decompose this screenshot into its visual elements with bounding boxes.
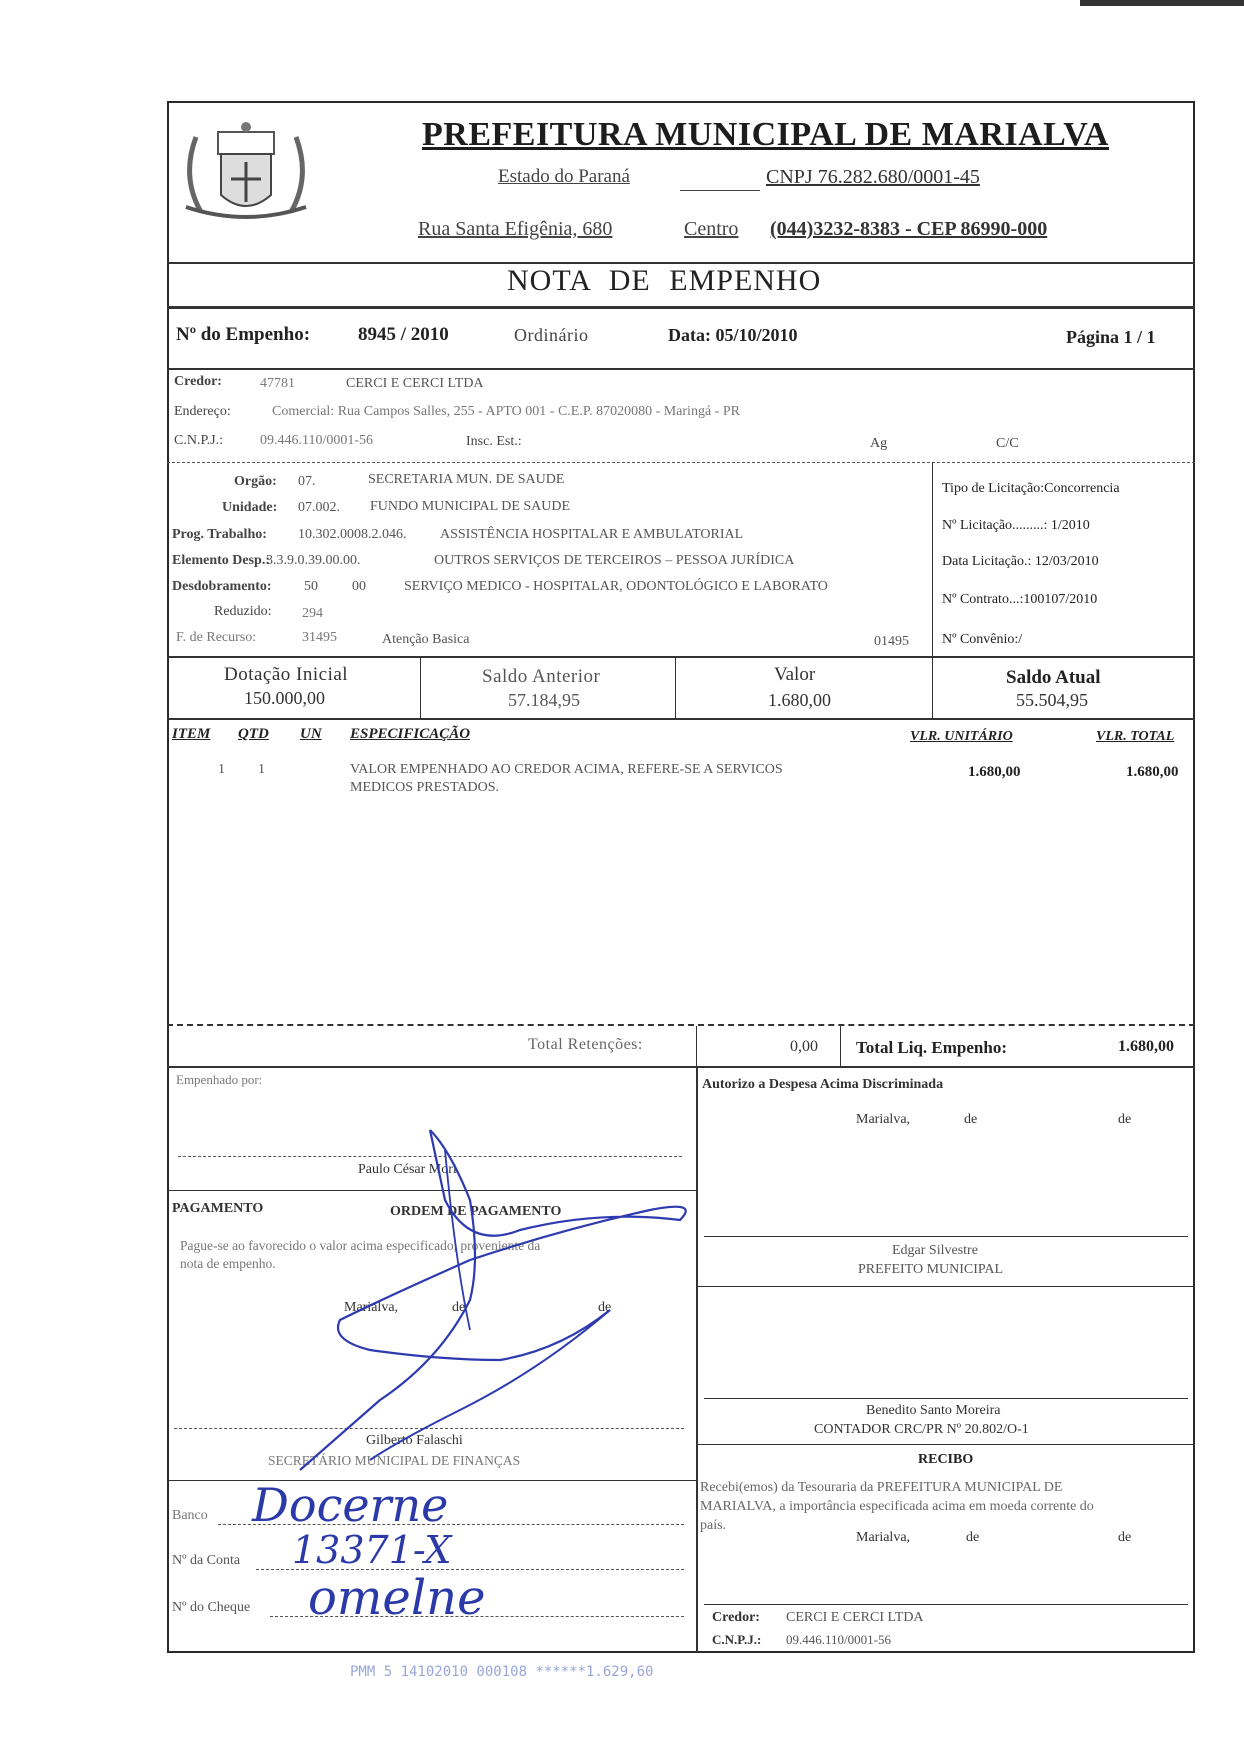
reduzido-label: Reduzido:	[214, 604, 272, 619]
col-qtd-header: QTD	[238, 726, 269, 742]
credor-cnpj-label: C.N.P.J.:	[174, 433, 224, 448]
contador-sign-line	[704, 1398, 1188, 1399]
totals-top-divider	[167, 1024, 1195, 1026]
row-total-value: 1.680,00	[1126, 764, 1179, 780]
recibo-sign-line	[704, 1604, 1188, 1605]
row-unit-value: 1.680,00	[968, 764, 1021, 780]
recurso-num: 01495	[874, 634, 909, 649]
pague-line1: Pague-se ao favorecido o valor acima especificado, proveniente da	[180, 1238, 541, 1253]
recibo-de2: de	[1118, 1530, 1132, 1545]
col-total-header: VLR. TOTAL	[1096, 729, 1175, 744]
right-de2: de	[1118, 1112, 1132, 1127]
state-name: Estado do Paraná	[498, 166, 630, 187]
municipality-title: PREFEITURA MUNICIPAL DE MARIALVA	[422, 116, 1109, 153]
conta-label: Nº da Conta	[172, 1553, 241, 1568]
benedito-name: Benedito Santo Moreira	[866, 1403, 1001, 1418]
credor-name: CERCI E CERCI LTDA	[346, 376, 484, 391]
cheque-handwriting: omelne	[308, 1570, 486, 1626]
totals-mid-divider	[696, 1026, 697, 1068]
banco-label: Banco	[172, 1508, 208, 1523]
elemento-label: Elemento Desp.:	[172, 553, 270, 568]
totals-mid-divider-2	[840, 1026, 841, 1068]
licitacao-data: Data Licitação.: 12/03/2010	[942, 554, 1099, 569]
saldo-atual-label: Saldo Atual	[1006, 667, 1101, 688]
saldo-anterior-label: Saldo Anterior	[482, 666, 601, 687]
totals-bottom-divider	[167, 1066, 1195, 1068]
edgar-name: Edgar Silvestre	[892, 1243, 978, 1258]
contador-title: CONTADOR CRC/PR Nº 20.802/O-1	[814, 1422, 1029, 1437]
total-retencoes-value: 0,00	[790, 1038, 818, 1055]
col-unit-header: VLR. UNITÁRIO	[910, 729, 1013, 744]
district-name: Centro	[684, 218, 739, 240]
recibo-cnpj: 09.446.110/0001-56	[786, 1632, 891, 1647]
recurso-code: 31495	[302, 630, 337, 645]
right-de1: de	[964, 1112, 978, 1127]
street-address: Rua Santa Efigênia, 680	[418, 218, 613, 240]
saldos-bottom-divider	[167, 718, 1195, 720]
saldos-divider-3	[932, 656, 933, 718]
recibo-line2: MARIALVA, a importância especificada acima em moeda corrente do	[700, 1499, 1094, 1514]
row-item: 1	[218, 762, 225, 777]
total-liq-value: 1.680,00	[1118, 1038, 1174, 1055]
left-de2: de	[598, 1300, 612, 1315]
coat-of-arms-icon	[176, 117, 316, 232]
col-espec-header: ESPECIFICAÇÃO	[350, 726, 471, 742]
unidade-code: 07.002.	[298, 500, 340, 515]
valor-value: 1.680,00	[768, 690, 831, 710]
desdobramento-label: Desdobramento:	[172, 579, 272, 594]
conta-handwriting: 13371-X	[292, 1528, 452, 1572]
prefeito-title: PREFEITO MUNICIPAL	[858, 1262, 1004, 1277]
secretario-sign-line	[174, 1428, 684, 1429]
licitacao-convenio: Nº Convênio:/	[942, 632, 1023, 647]
empenhado-sign-line	[178, 1156, 682, 1157]
recibo-credor-name: CERCI E CERCI LTDA	[786, 1610, 924, 1625]
saldos-divider-2	[675, 656, 676, 718]
saldos-divider-1	[420, 656, 421, 718]
valor-label: Valor	[774, 664, 816, 685]
recurso-name: Atenção Basica	[382, 632, 470, 647]
pagamento-label: PAGAMENTO	[172, 1201, 264, 1216]
state-underline	[680, 190, 760, 191]
desdobramento-name: SERVIÇO MEDICO - HOSPITALAR, ODONTOLÓGICO E LABORATO	[404, 579, 828, 594]
licitacao-divider	[932, 462, 933, 657]
orgao-label: Orgão:	[234, 474, 277, 489]
total-retencoes-label: Total Retenções:	[528, 1036, 643, 1053]
row-spec-line1: VALOR EMPENHADO AO CREDOR ACIMA, REFERE-SE A SERVICOS	[350, 762, 783, 777]
prefeito-divider	[696, 1286, 1195, 1287]
empenho-number: 8945 / 2010	[358, 324, 449, 345]
bank-stamp: PMM 5 14102010 000108 ******1.629,60	[350, 1664, 654, 1680]
credor-cnpj: 09.446.110/0001-56	[260, 433, 374, 448]
gilberto-name: Gilberto Falaschi	[366, 1433, 463, 1448]
document-title: NOTA DE EMPENHO	[507, 264, 822, 297]
recibo-line3: país.	[700, 1518, 727, 1533]
prog-label: Prog. Trabalho:	[172, 527, 267, 542]
unidade-label: Unidade:	[222, 500, 278, 515]
prog-name: ASSISTÊNCIA HOSPITALAR E AMBULATORIAL	[440, 527, 744, 542]
empenho-date: Data: 05/10/2010	[668, 325, 798, 345]
prog-code: 10.302.0008.2.046.	[298, 527, 407, 542]
page-number: Página 1 / 1	[1066, 327, 1156, 347]
row-qtd: 1	[258, 762, 265, 777]
row-spec-line2: MEDICOS PRESTADOS.	[350, 780, 500, 795]
credor-divider	[167, 462, 1195, 463]
empenho-divider	[167, 368, 1195, 370]
endereco-label: Endereço:	[174, 404, 231, 419]
recibo-divider	[696, 1444, 1195, 1445]
insc-label: Insc. Est.:	[466, 434, 522, 449]
dotacao-inicial-value: 150.000,00	[244, 688, 325, 708]
empenho-number-label: Nº do Empenho:	[176, 324, 311, 345]
desdobramento-sub: 00	[352, 579, 366, 594]
empenho-type: Ordinário	[514, 325, 589, 345]
licitacao-numero: Nº Licitação.........: 1/2010	[942, 518, 1090, 533]
unidade-name: FUNDO MUNICIPAL DE SAUDE	[370, 499, 571, 514]
left-de1: de	[452, 1300, 466, 1315]
saldos-top-divider	[167, 656, 1195, 658]
cc-label: C/C	[996, 436, 1019, 451]
reduzido-value: 294	[302, 606, 323, 621]
title-divider	[167, 306, 1195, 309]
saldo-anterior-value: 57.184,95	[508, 690, 580, 710]
recibo-cnpj-label: C.N.P.J.:	[712, 1632, 762, 1647]
cnpj-header: CNPJ 76.282.680/0001-45	[766, 166, 980, 188]
empenhado-por-label: Empenhado por:	[176, 1072, 263, 1087]
recurso-label: F. de Recurso:	[176, 630, 257, 645]
orgao-code: 07.	[298, 474, 316, 489]
pagamento-divider	[167, 1190, 697, 1191]
recibo-line1: Recebi(emos) da Tesouraria da PREFEITURA MUNICIPAL DE	[700, 1480, 1063, 1495]
banco-handwriting: Docerne	[252, 1478, 449, 1532]
col-un-header: UN	[300, 726, 322, 742]
credor-code: 47781	[260, 376, 295, 391]
total-liq-label: Total Liq. Empenho:	[856, 1038, 1007, 1057]
elemento-name: OUTROS SERVIÇOS DE TERCEIROS – PESSOA JURÍDICA	[434, 553, 795, 568]
dotacao-inicial-label: Dotação Inicial	[224, 664, 349, 685]
desdobramento-code: 50	[304, 579, 318, 594]
licitacao-contrato: Nº Contrato...:100107/2010	[942, 592, 1098, 607]
prefeito-sign-line	[704, 1236, 1188, 1237]
elemento-code: 3.3.9.0.39.00.00.	[266, 553, 361, 568]
recibo-de1: de	[966, 1530, 980, 1545]
right-marialva: Marialva,	[856, 1112, 911, 1127]
col-item-header: ITEM	[172, 726, 211, 742]
licitacao-tipo: Tipo de Licitação:Concorrencia	[942, 481, 1120, 496]
left-marialva: Marialva,	[344, 1300, 399, 1315]
pague-line2: nota de empenho.	[180, 1256, 276, 1271]
phone-cep: (044)3232-8383 - CEP 86990-000	[770, 218, 1048, 240]
recibo-label: RECIBO	[918, 1452, 974, 1467]
cheque-label: Nº do Cheque	[172, 1600, 251, 1615]
paulo-name: Paulo César Mori	[358, 1162, 457, 1177]
endereco-value: Comercial: Rua Campos Salles, 255 - APTO 001 - C.E.P. 87020080 - Maringá - PR	[272, 404, 740, 419]
saldo-atual-value: 55.504,95	[1016, 690, 1088, 710]
secretario-title: SECRETÁRIO MUNICIPAL DE FINANÇAS	[268, 1453, 521, 1468]
scan-top-edge	[1080, 0, 1244, 6]
autorizo-label: Autorizo a Despesa Acima Discriminada	[702, 1077, 944, 1092]
ordem-pagamento-label: ORDEM DE PAGAMENTO	[390, 1204, 562, 1219]
credor-label: Credor:	[174, 374, 222, 389]
recibo-credor-label: Credor:	[712, 1610, 760, 1625]
ag-label: Ag	[870, 436, 888, 451]
lower-center-divider	[696, 1066, 698, 1653]
orgao-name: SECRETARIA MUN. DE SAUDE	[368, 472, 565, 487]
recibo-marialva: Marialva,	[856, 1530, 911, 1545]
